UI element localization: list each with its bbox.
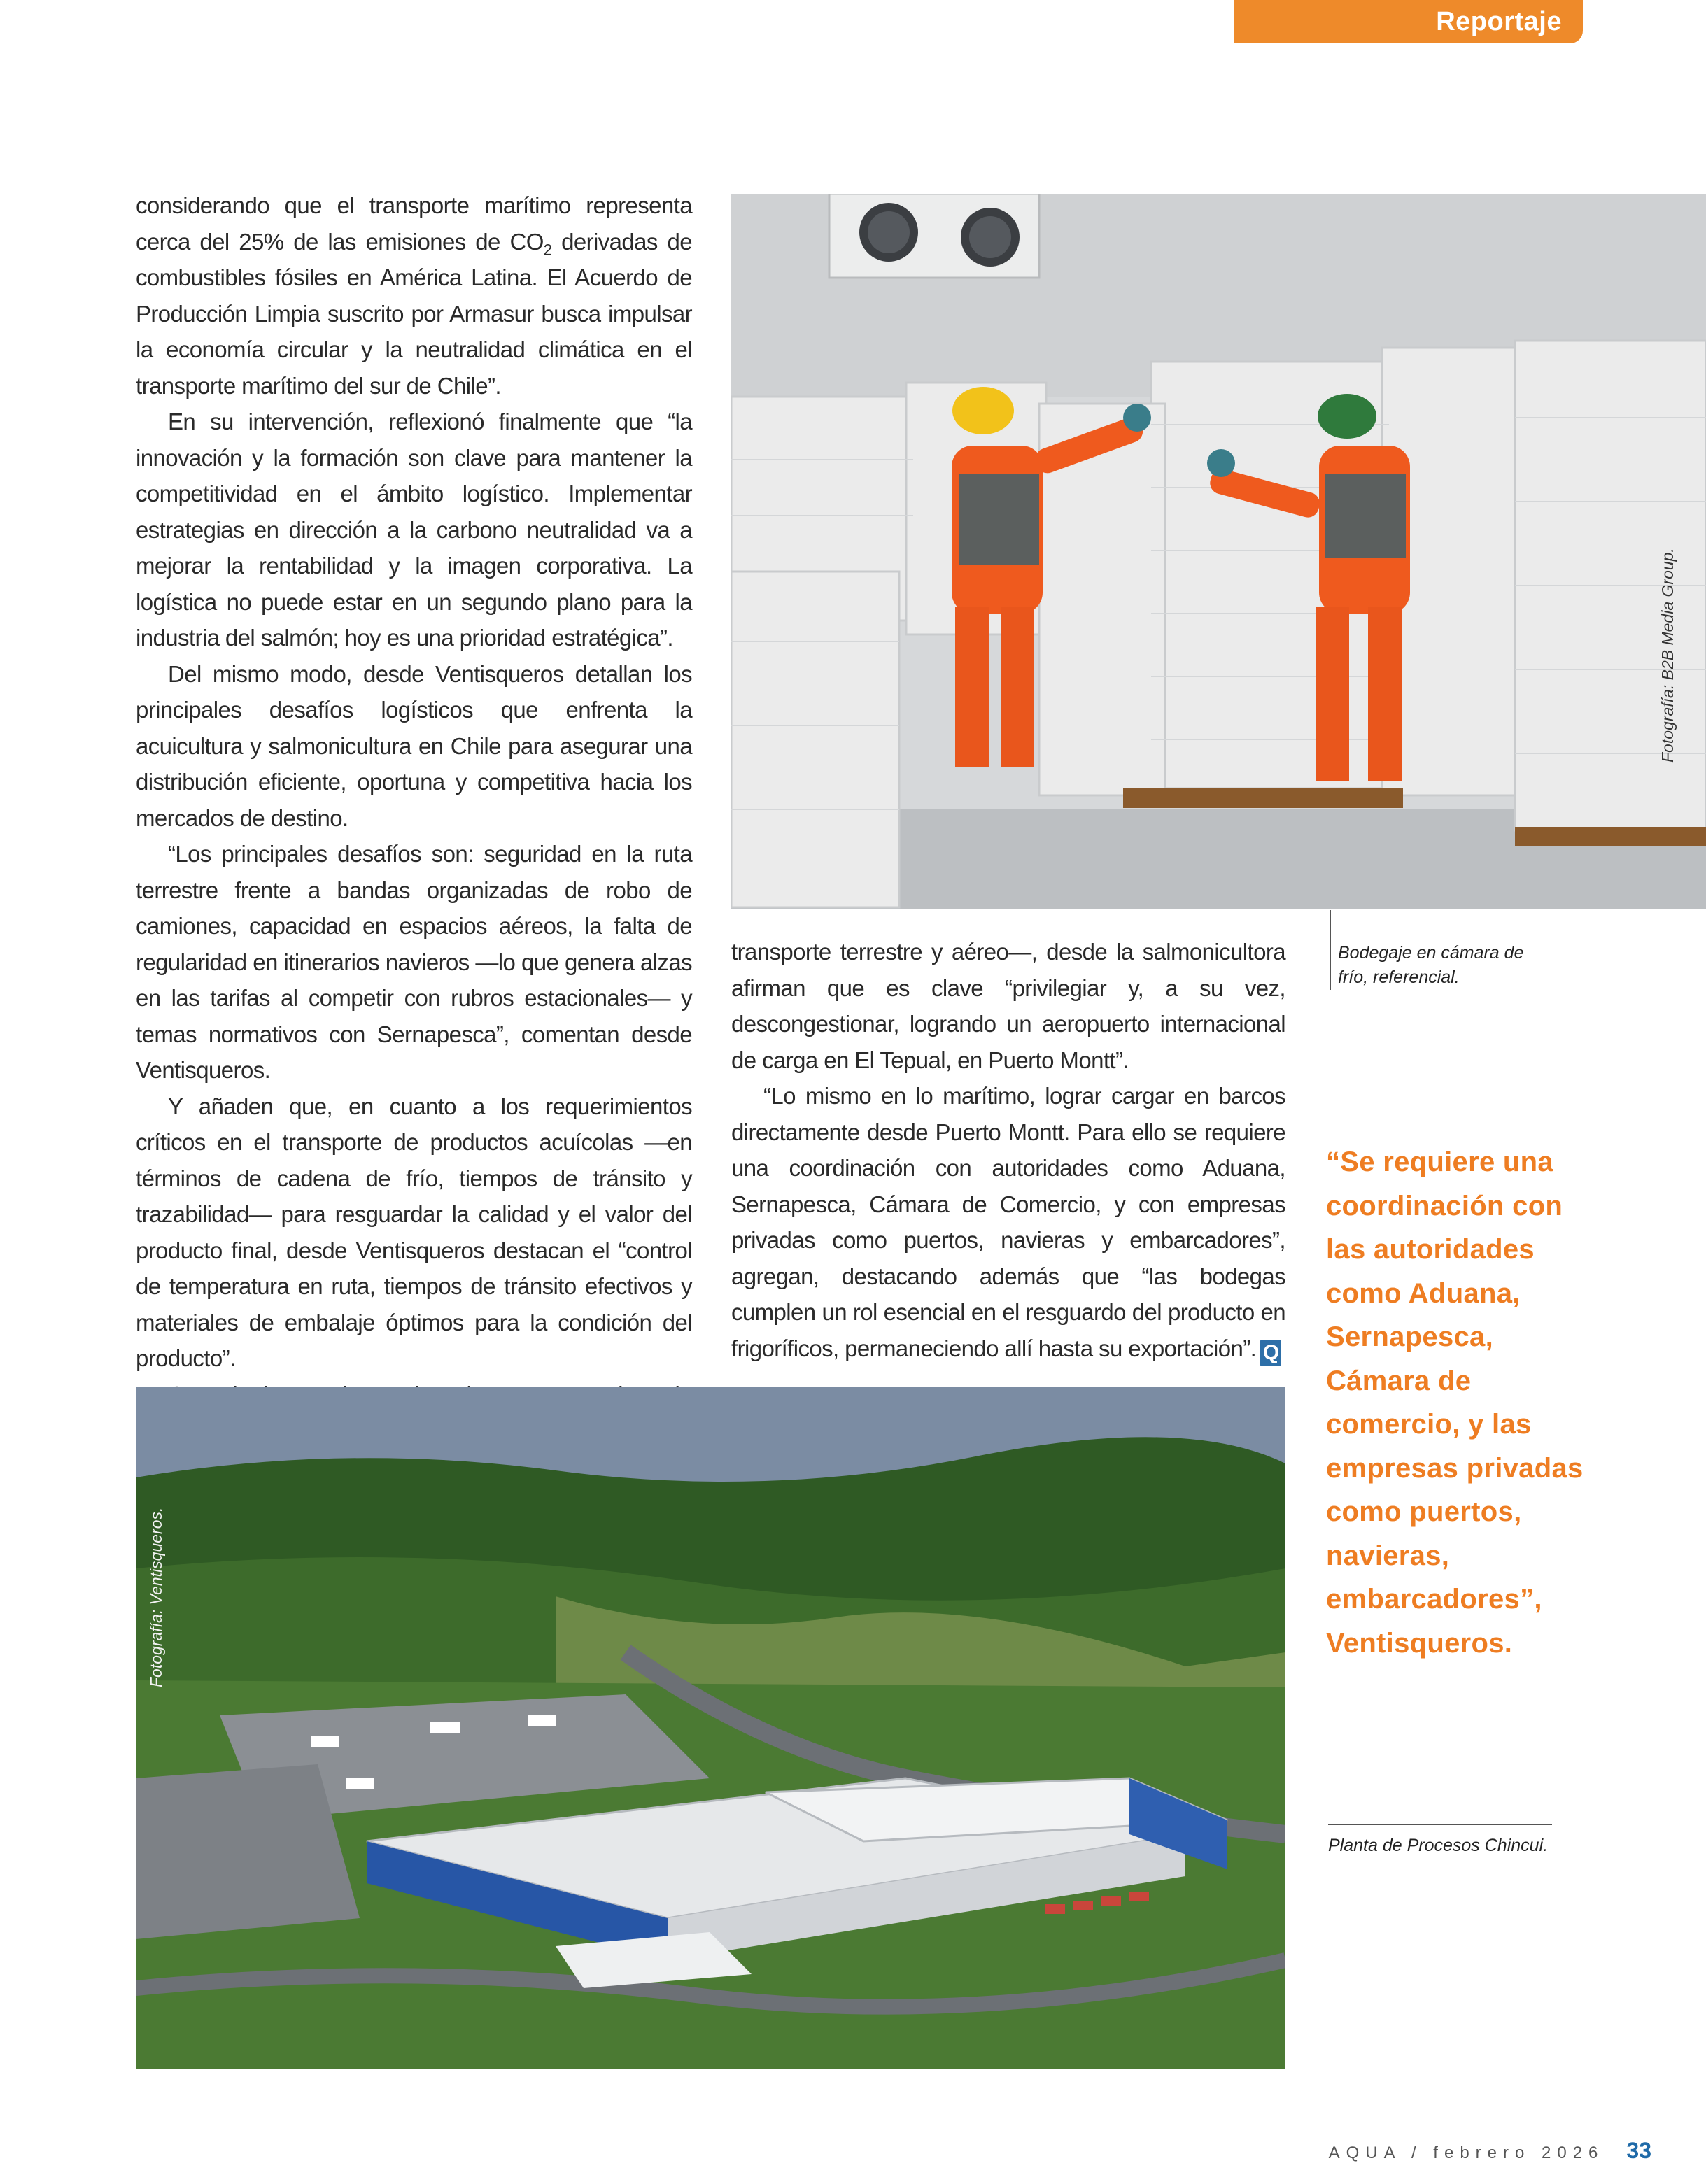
paragraph: Del mismo modo, desde Ventisqueros detallan los principales desafíos logísticos que enfrenta la acuicultura y salmonicultura en Chile para asegurar una distribución eficiente, oportuna y competitiva hacia los mercados de destino. [136,660,692,831]
aerial-plant-illustration [136,1387,1285,2069]
article-column-middle [731,934,1285,1366]
caption-cold-storage: Bodegaje en cámara de frío, referencial. [1330,941,1553,990]
evaporator-unit [829,194,1039,278]
photo-credit-plant: Fotografía: Ventisqueros. [147,1507,165,1687]
paragraph: “Los principales desafíos son: seguridad en la ruta terrestre frente a bandas organizadas de robo de camiones, capacidad en espacios aéreos, la falta de regularidad en itinerarios navieros —lo que genera alzas en las tarifas al competir con rubros estacionales— y temas normativos con Sernapesca”, comentan desde Ventisqueros. [136,841,692,1083]
section-label: Reportaje [1436,6,1562,36]
text-run: considerando que el transporte marítimo representa cerca del 25% de las emisiones de CO [136,192,692,255]
processing-plant-photo [136,1387,1285,2069]
paragraph: En su intervención, reflexionó finalmente que “la innovación y la formación son clave para mantener la competitividad en el ámbito logístico. Implementar estrategias en dirección a la carbono neutralidad va a mejorar la rentabilidad y la imagen corporativa. La logística no puede estar en un segundo plano para la industria del salmón; hoy es una prioridad estratégica”. [136,409,692,651]
paragraph [731,1078,1285,1366]
cold-storage-illustration [731,194,1706,909]
pull-quote: “Se requiere una coordinación con las autoridades como Aduana, Sernapesca, Cámara de comercio, y las empresas privadas como puertos, navieras, embarcadores”, Ventisqueros. [1326,1147,1584,1659]
paragraph: transporte terrestre y aéreo—, desde la salmonicultora afirman que es clave “privilegiar y, a su vez, descongestionar, logrando un aeropuerto internacional de carga en El Tepual, en Puerto Montt”. [731,939,1285,1073]
paragraph: Y añaden que, en cuanto a los requerimientos críticos en el transporte de productos acuícolas —en términos de cadena de frío, tiempos de tránsito y trazabilidad— para resguardar la calidad y el valor del producto final, desde Ventisqueros destacan el “control de temperatura en ruta, tiempos de tránsito efectivos y materiales de embalaje óptimos para la condición del producto”. [136,1093,692,1371]
article-column-left [136,187,692,1593]
magazine-issue: AQUA / febrero 2026 [1328,2143,1605,2162]
page-number: 33 [1626,2138,1651,2163]
section-tab [1234,0,1583,43]
text-run: derivadas de combustibles fósiles en América Latina. El Acuerdo de Producción Limpia suscrito por Armasur busca impulsar la economía circular y la neutralidad climática en el transporte marítimo del sur de Chile”. [136,228,692,399]
text-run: “Lo mismo en lo marítimo, lograr cargar en barcos directamente desde Puerto Montt. Para ello se requiere una coordinación con autoridades como Aduana, Sernapesca, Cámara de Comercio, y con empresas privadas como puertos, navieras y embarcadores”, agregan, destacando además que “las bodegas cumplen un rol esencial en el resguardo del producto en frigoríficos, permaneciendo allí hasta su exportación”. [731,1083,1285,1361]
page-footer [1329,2138,1651,2169]
cold-storage-photo [731,194,1706,909]
subscript: 2 [543,241,552,259]
paragraph [136,187,692,404]
photo-credit-cold: Fotografía: B2B Media Group. [1658,548,1677,763]
end-mark-icon: Q [1260,1340,1281,1366]
caption-plant: Planta de Procesos Chincui. [1328,1824,1552,1858]
